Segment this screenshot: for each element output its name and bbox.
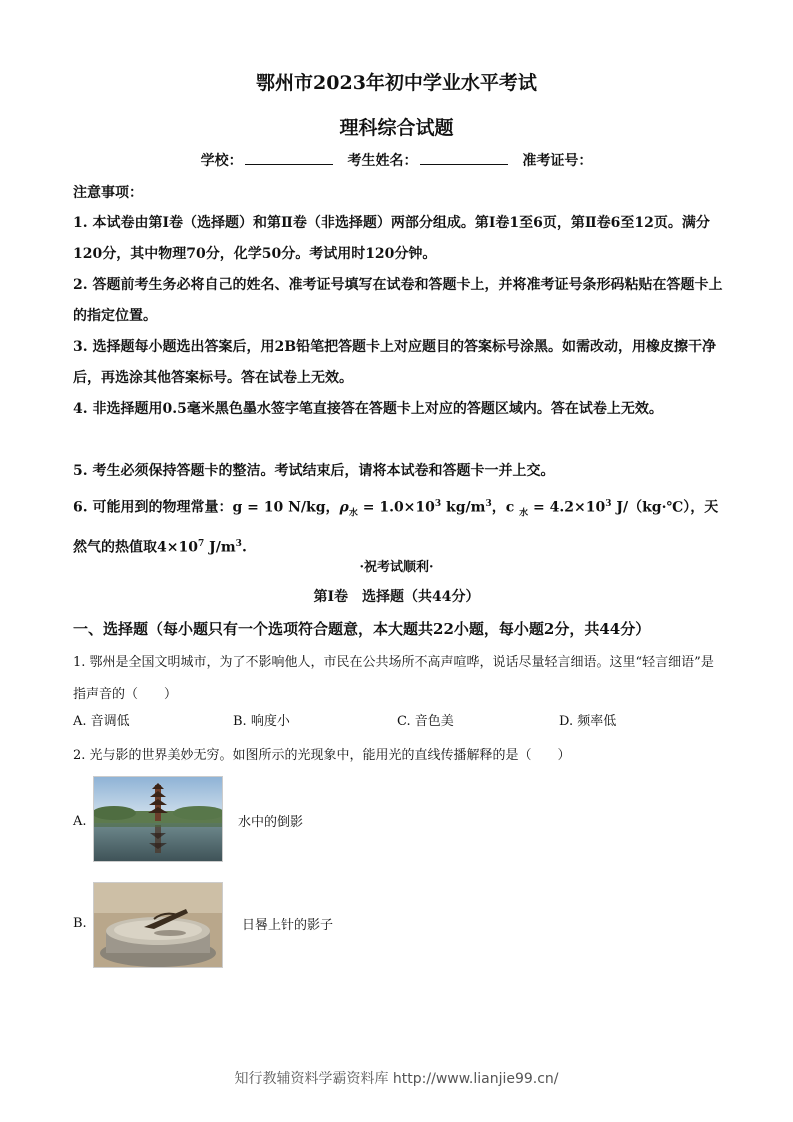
note-2: 2. 答题前考生务必将自己的姓名、准考证号填写在试卷和答题卡上，并将准考证号条形码粘贴在答题卡上的指定位置。 xyxy=(73,277,723,324)
option-a-label: A. xyxy=(73,814,87,829)
option-d: D. 频率低 xyxy=(559,714,617,729)
exponent: 3 xyxy=(605,499,612,509)
exam-title: 鄂州市2023年初中学业水平考试 xyxy=(256,72,537,94)
option-c: C. 音色美 xyxy=(397,714,454,729)
exponent: 3 xyxy=(485,499,492,509)
blessing-line: ·祝考试顺利· xyxy=(359,560,434,575)
option-b-caption: 日晷上针的影子 xyxy=(242,918,334,933)
name-label: 考生姓名： xyxy=(347,153,418,169)
note-6-text: J/（kg·℃），天然气的热值取4×10 xyxy=(73,499,719,557)
option-b-label: B. xyxy=(73,916,87,931)
note-5: 5. 考生必须保持答题卡的整洁。考试结束后，请将本试卷和答题卡一并上交。 xyxy=(73,463,555,479)
pagoda-reflection-image xyxy=(93,776,223,862)
exponent: 7 xyxy=(197,539,205,550)
sundial-image xyxy=(93,882,223,968)
school-label: 学校： xyxy=(200,153,243,169)
exponent: 3 xyxy=(235,539,242,550)
subscript-water: 水 xyxy=(348,508,358,519)
note-6-text: J/m xyxy=(204,540,236,557)
option-a-caption: 水中的倒影 xyxy=(238,815,304,830)
part1-title: 第Ⅰ卷 选择题（共44分） xyxy=(313,589,480,605)
note-3: 3. 选择题每小题选出答案后，用2B铅笔把答题卡上对应题目的答案标号涂黑。如需改动，用橡皮擦干净后，再选涂其他答案标号。答在试卷上无效。 xyxy=(73,339,717,386)
watermark-footer: 知行教辅资料学霸资料库 http://www.lianjie99.cn/ xyxy=(234,1071,559,1087)
note-6-text: 6. 可能用到的物理常量：g = 10 N/kg， xyxy=(73,499,340,516)
question-1-options xyxy=(73,710,725,732)
subscript-water: 水 xyxy=(519,508,529,519)
note-1: 1. 本试卷由第Ⅰ卷（选择题）和第Ⅱ卷（非选择题）两部分组成。第Ⅰ卷1至6页，第Ⅱ卷6至12页。满分120分，其中物理70分，化学50分。考试用时120分钟。 xyxy=(73,215,710,262)
note-6-text: kg/m xyxy=(441,499,486,516)
note-6-text: = 4.2×10 xyxy=(528,499,606,516)
note-6-text: . xyxy=(241,540,247,557)
exam-subtitle: 理科综合试题 xyxy=(339,117,454,139)
note-6-text: ，c xyxy=(491,499,520,516)
note-4: 4. 非选择题用0.5毫米黑色墨水签字笔直接答在答题卡上对应的答题区域内。答在试卷上无效。 xyxy=(73,401,663,417)
exponent: 3 xyxy=(434,499,442,509)
name-blank xyxy=(420,152,508,165)
note-6-text: = 1.0×10 xyxy=(357,499,435,516)
question-2-stem: 2. 光与影的世界美妙无穷。如图所示的光现象中，能用光的直线传播解释的是（ ） xyxy=(73,748,571,763)
rho-symbol: ρ xyxy=(339,499,349,516)
school-blank xyxy=(245,152,333,165)
option-a: A. 音调低 xyxy=(73,714,130,729)
question-1-stem: 1. 鄂州是全国文明城市，为了不影响他人，市民在公共场所不高声喧哗，说话尽量轻言细语。这里“轻言细语”是指声音的（ ） xyxy=(73,655,714,702)
student-info-line xyxy=(0,150,793,170)
note-6 xyxy=(73,489,725,564)
section1-title: 一、选择题（每小题只有一个选项符合题意，本大题共22小题，每小题2分，共44分） xyxy=(73,620,651,638)
notes-heading: 注意事项： xyxy=(73,185,143,201)
id-label: 准考证号： xyxy=(522,153,593,169)
option-b: B. 响度小 xyxy=(233,714,290,729)
